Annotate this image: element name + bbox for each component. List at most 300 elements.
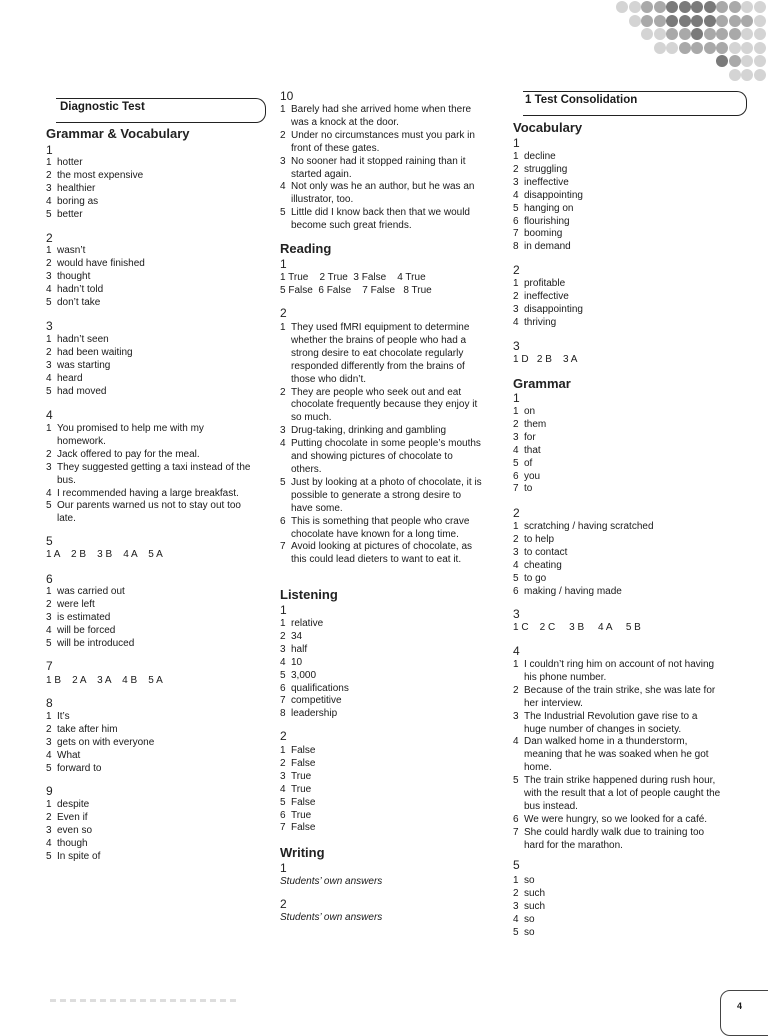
list-item: [513, 419, 753, 432]
list-item-text: relative: [291, 618, 324, 629]
list-item-number: 4: [513, 913, 519, 925]
list-item: [513, 164, 753, 177]
list-item-number: 6: [513, 470, 519, 482]
list-item-text: False: [291, 745, 316, 756]
list-item-number: 1: [513, 406, 519, 417]
reading-heading: Reading: [280, 241, 332, 256]
decorative-dot: [679, 15, 691, 27]
group-8-list: [46, 711, 276, 776]
list-item: [46, 851, 276, 864]
list-item-text: would have finished: [57, 257, 145, 269]
list-item-number: 5: [46, 208, 52, 220]
vocab-3-number: 3: [513, 339, 520, 353]
list-item: [513, 458, 753, 471]
list-item: [280, 322, 485, 387]
list-item-number: 4: [280, 438, 286, 450]
list-item-text: Avoid looking at pictures of chocolate, as this could lead dieters to want to eat it.: [291, 541, 473, 566]
decorative-dot: [729, 69, 741, 81]
list-item: [46, 838, 276, 851]
decorative-dot: [716, 15, 728, 27]
list-item-text: was starting: [57, 359, 111, 371]
list-item-text: Even if: [57, 811, 88, 823]
list-item: [280, 745, 500, 758]
list-item-number: 6: [513, 813, 519, 825]
list-item: [513, 177, 753, 190]
list-item-text: boring as: [57, 195, 99, 207]
list-item-text: qualifications: [291, 682, 349, 694]
group-6-number: 6: [46, 572, 53, 586]
list-item: [513, 521, 753, 534]
decorative-dot: [741, 1, 753, 13]
list-item-text: The Industrial Revolution gave rise to a huge number of changes in society.: [524, 710, 698, 735]
list-item: [46, 462, 254, 488]
list-item-text: I recommended having a large breakfast.: [57, 487, 239, 499]
group-7-number: 7: [46, 659, 53, 673]
list-item: [280, 156, 485, 182]
list-item-number: 4: [46, 195, 52, 207]
decorative-dot: [716, 28, 728, 40]
list-item-number: 5: [280, 476, 286, 488]
decorative-dot: [754, 1, 766, 13]
list-item-number: 5: [46, 500, 52, 512]
group-10-number: 10: [280, 89, 294, 103]
list-item-text: You promised to help me with my homework.: [57, 423, 204, 447]
listening-heading: Listening: [280, 587, 338, 602]
list-item: [513, 547, 753, 560]
list-item: [46, 638, 276, 651]
decorative-dot: [691, 28, 703, 40]
decorative-dot: [729, 15, 741, 27]
list-item: [513, 711, 721, 737]
list-item-text: don’t take: [57, 296, 101, 308]
list-item-text: Not only was he an author, but he was an illustrator, too.: [291, 181, 475, 206]
list-item-text: on: [524, 406, 536, 417]
list-item: [513, 317, 753, 330]
list-item: [46, 209, 276, 222]
list-item-text: competitive: [291, 695, 342, 707]
list-item: [513, 827, 721, 853]
list-item-number: 2: [46, 257, 52, 269]
list-item-number: 4: [46, 372, 52, 384]
list-item: [513, 685, 721, 711]
vocab-1-number: 1: [513, 136, 520, 150]
list-item-number: 3: [280, 770, 286, 782]
list-item: [280, 683, 500, 696]
decorative-dot: [641, 1, 653, 13]
list-item-text: True: [291, 783, 312, 795]
list-item-text: She could hardly walk due to training too hard for the marathon.: [524, 826, 705, 851]
list-item-text: thought: [57, 270, 91, 282]
list-item-text: had been waiting: [57, 346, 133, 358]
list-item-text: They suggested getting a taxi instead of the bus.: [57, 461, 251, 486]
list-item-number: 1: [46, 245, 52, 256]
list-item: [513, 432, 753, 445]
list-item-number: 3: [513, 431, 519, 443]
list-item-text: 3,000: [291, 669, 317, 681]
list-item: [46, 825, 276, 838]
list-item: [46, 625, 276, 638]
group-2-number: 2: [46, 231, 53, 245]
list-item-text: 10: [291, 656, 303, 668]
list-item-number: 4: [513, 444, 519, 456]
group-4-number: 4: [46, 408, 53, 422]
list-item-number: 5: [46, 762, 52, 774]
list-item: [280, 130, 485, 156]
decorative-dot: [716, 42, 728, 54]
reading-2-list: [280, 322, 485, 567]
list-item-text: such: [524, 900, 546, 912]
list-item-text: better: [57, 208, 83, 220]
list-item-text: Drug-taking, drinking and gambling: [291, 425, 447, 437]
list-item: [280, 644, 500, 657]
list-item: [513, 586, 753, 599]
list-item-number: 1: [280, 618, 286, 629]
list-item-number: 4: [46, 283, 52, 295]
group-6-list: [46, 586, 276, 651]
list-item-number: 1: [513, 659, 519, 670]
list-item-number: 3: [46, 270, 52, 282]
list-item: [280, 631, 500, 644]
decorative-dot: [666, 15, 678, 27]
list-item: [280, 181, 485, 207]
decorative-dot: [629, 1, 641, 13]
list-item: [46, 500, 254, 526]
list-item-number: 3: [513, 303, 519, 315]
list-item-number: 2: [513, 887, 519, 899]
reading-1-row-2: 5 False 6 False 7 False 8 True: [280, 285, 432, 296]
decorative-dot: [729, 1, 741, 13]
list-item-text: We were hungry, so we looked for a café.: [524, 813, 708, 825]
vocabulary-heading: Vocabulary: [513, 120, 583, 135]
list-item-text: True: [291, 809, 312, 821]
list-item-text: of: [524, 457, 533, 469]
list-item-number: 1: [46, 711, 52, 722]
list-item-number: 6: [280, 515, 286, 527]
list-item-text: forward to: [57, 762, 102, 774]
list-item-text: ineffective: [524, 176, 569, 188]
list-item-number: 2: [280, 386, 286, 398]
list-item-number: 1: [280, 745, 286, 756]
list-item-number: 2: [280, 630, 286, 642]
list-item: [46, 373, 276, 386]
list-item-text: though: [57, 837, 88, 849]
decorative-dot: [704, 1, 716, 13]
list-item-text: thriving: [524, 316, 557, 328]
list-item: [46, 386, 276, 399]
list-item: [46, 334, 276, 347]
list-item-text: you: [524, 470, 541, 482]
list-item-number: 6: [513, 215, 519, 227]
list-item: [46, 812, 276, 825]
list-item-text: leadership: [291, 708, 338, 720]
list-item-text: that: [524, 444, 541, 456]
list-item: [46, 799, 276, 812]
list-item: [513, 241, 753, 254]
list-item-text: This is something that people who crave chocolate have known for a long time.: [291, 515, 470, 540]
list-item-text: so: [524, 875, 535, 886]
list-item-text: despite: [57, 799, 90, 810]
list-item: [280, 541, 485, 567]
list-item-number: 5: [513, 572, 519, 584]
grammar-4-number: 4: [513, 644, 520, 658]
list-item-number: 2: [513, 684, 519, 696]
decorative-dot: [654, 28, 666, 40]
list-item-number: 8: [513, 241, 519, 253]
writing-heading: Writing: [280, 845, 325, 860]
list-item: [46, 258, 276, 271]
list-item: [513, 483, 753, 496]
grammar-1-list: [513, 406, 753, 496]
list-item-text: to go: [524, 572, 547, 584]
list-item-number: 4: [513, 189, 519, 201]
group-8-number: 8: [46, 696, 53, 710]
list-item: [513, 659, 721, 685]
reading-1-number: 1: [280, 257, 287, 271]
list-item-number: 7: [280, 695, 286, 707]
list-item: [513, 534, 753, 547]
grammar-5-number: 5: [513, 858, 520, 872]
list-item: [280, 771, 500, 784]
list-item: [513, 927, 753, 940]
list-item: [46, 612, 276, 625]
list-item: [513, 888, 753, 901]
list-item-number: 1: [46, 423, 52, 434]
list-item-text: In spite of: [57, 850, 101, 862]
list-item-number: 2: [46, 169, 52, 181]
listening-2-number: 2: [280, 729, 287, 743]
list-item-text: such: [524, 887, 546, 899]
list-item-text: struggling: [524, 163, 568, 175]
list-item-number: 3: [46, 359, 52, 371]
list-item: [513, 190, 753, 203]
decorative-dot: [741, 28, 753, 40]
list-item-text: take after him: [57, 723, 118, 735]
decorative-dot: [691, 15, 703, 27]
list-item: [46, 423, 254, 449]
diagnostic-test-title: Diagnostic Test: [56, 98, 266, 123]
decorative-dot: [741, 15, 753, 27]
list-item-text: False: [291, 796, 316, 808]
list-item-text: hanging on: [524, 202, 574, 214]
group-4-list: [46, 423, 254, 526]
list-item-number: 2: [513, 418, 519, 430]
list-item-text: in demand: [524, 241, 571, 253]
decorative-dot: [704, 42, 716, 54]
grammar-3-answers: 1 C 2 C 3 B 4 A 5 B: [513, 622, 641, 633]
list-item-number: 3: [46, 824, 52, 836]
decorative-dot: [641, 28, 653, 40]
list-item-number: 1: [46, 334, 52, 345]
list-item-number: 1: [513, 875, 519, 886]
decorative-dot: [729, 28, 741, 40]
list-item-number: 5: [513, 775, 519, 787]
vocab-2-list: [513, 278, 753, 330]
list-item: [513, 573, 753, 586]
list-item-number: 4: [513, 316, 519, 328]
list-item: [280, 207, 485, 233]
list-item-text: flourishing: [524, 215, 570, 227]
grammar-3-number: 3: [513, 607, 520, 621]
group-3-list: [46, 334, 276, 399]
list-item-number: 5: [513, 926, 519, 938]
grammar-5-list: [513, 875, 753, 940]
list-item: [280, 477, 485, 516]
list-item-number: 2: [46, 723, 52, 735]
list-item-text: is estimated: [57, 611, 111, 623]
list-item-text: What: [57, 749, 81, 761]
list-item-number: 1: [46, 586, 52, 597]
list-item-text: to contact: [524, 546, 568, 558]
list-item: [46, 297, 276, 310]
list-item-number: 7: [513, 228, 519, 240]
listening-1-list: [280, 618, 500, 721]
list-item-text: making / having made: [524, 585, 622, 597]
list-item: [46, 763, 276, 776]
list-item: [46, 284, 276, 297]
list-item-number: 5: [513, 202, 519, 214]
list-item: [46, 599, 276, 612]
list-item-text: so: [524, 913, 535, 925]
decorative-dot: [754, 28, 766, 40]
list-item-text: Little did I know back then that we would become such great friends.: [291, 207, 470, 232]
list-item-text: Because of the train strike, she was late for her interview.: [524, 684, 716, 709]
list-item: [280, 657, 500, 670]
writing-2-answer: Students’ own answers: [280, 912, 383, 923]
list-item-number: 3: [46, 611, 52, 623]
list-item: [513, 814, 721, 827]
list-item: [513, 406, 753, 419]
decorative-dot: [616, 1, 628, 13]
list-item: [280, 387, 485, 426]
list-item-number: 6: [513, 585, 519, 597]
list-item-number: 2: [513, 290, 519, 302]
list-item: [46, 170, 276, 183]
list-item-number: 4: [280, 783, 286, 795]
decorative-dot: [704, 28, 716, 40]
list-item-text: Our parents warned us not to stay out too late.: [57, 500, 241, 525]
list-item-text: hadn’t seen: [57, 334, 109, 345]
list-item: [513, 736, 721, 775]
decorative-dot: [754, 69, 766, 81]
reading-1-row-1: 1 True 2 True 3 False 4 True: [280, 272, 426, 283]
decorative-dot: [729, 42, 741, 54]
list-item-text: Putting chocolate in some people’s mouths and showing pictures of chocolate to others.: [291, 438, 481, 475]
grammar-1-number: 1: [513, 391, 520, 405]
list-item-number: 3: [513, 176, 519, 188]
writing-2-number: 2: [280, 897, 287, 911]
list-item-text: It’s: [57, 711, 70, 722]
list-item-text: Dan walked home in a thunderstorm, meaning that he was soaked when he got home.: [524, 736, 709, 774]
decorative-dot: [754, 55, 766, 67]
test-consolidation-title: 1 Test Consolidation: [523, 91, 747, 116]
decorative-dot: [654, 42, 666, 54]
decorative-dot: [691, 42, 703, 54]
list-item-text: True: [291, 770, 312, 782]
list-item-text: will be forced: [57, 624, 116, 636]
list-item-text: so: [524, 926, 535, 938]
list-item-text: them: [524, 418, 547, 430]
list-item-text: False: [291, 822, 316, 834]
list-item-number: 4: [513, 559, 519, 571]
decorative-dot: [691, 1, 703, 13]
list-item-number: 8: [280, 708, 286, 720]
list-item: [46, 737, 276, 750]
list-item: [513, 278, 753, 291]
list-item: [513, 304, 753, 317]
decorative-dot: [679, 28, 691, 40]
decorative-dot: [729, 55, 741, 67]
list-item-text: scratching / having scratched: [524, 521, 654, 532]
list-item-text: Just by looking at a photo of chocolate, it is possible to generate a strong desire to have some.: [291, 476, 482, 514]
list-item-text: to help: [524, 533, 555, 545]
group-9-list: [46, 799, 276, 864]
list-item-text: False: [291, 757, 316, 769]
decorative-dot: [641, 15, 653, 27]
list-item-text: They are people who seek out and eat chocolate frequently because they enjoy it so much.: [291, 386, 478, 424]
list-item: [46, 271, 276, 284]
decorative-dot: [666, 42, 678, 54]
list-item-number: 1: [513, 278, 519, 289]
list-item: [46, 183, 276, 196]
list-item-text: cheating: [524, 559, 562, 571]
grammar-heading: Grammar: [513, 376, 571, 391]
vocab-2-number: 2: [513, 263, 520, 277]
list-item-text: disappointing: [524, 189, 583, 201]
faint-footer-text: [50, 999, 240, 1002]
list-item-text: healthier: [57, 182, 96, 194]
list-item-number: 4: [46, 749, 52, 761]
list-item-number: 3: [513, 900, 519, 912]
group-10-list: [280, 104, 485, 233]
list-item: [513, 914, 753, 927]
list-item-text: will be introduced: [57, 637, 135, 649]
list-item-text: Jack offered to pay for the meal.: [57, 448, 200, 460]
group-7-answers: 1 B 2 A 3 A 4 B 5 A: [46, 675, 163, 686]
list-item: [513, 291, 753, 304]
list-item: [280, 438, 485, 477]
list-item-number: 5: [280, 796, 286, 808]
list-item: [513, 216, 753, 229]
list-item: [280, 695, 500, 708]
list-item: [513, 228, 753, 241]
list-item: [513, 445, 753, 458]
list-item-number: 1: [513, 521, 519, 532]
group-3-number: 3: [46, 319, 53, 333]
list-item-number: 6: [280, 809, 286, 821]
list-item: [46, 196, 276, 209]
list-item: [280, 822, 500, 835]
list-item-number: 2: [513, 533, 519, 545]
list-item: [46, 750, 276, 763]
list-item-number: 2: [46, 346, 52, 358]
list-item: [280, 104, 485, 130]
list-item: [280, 810, 500, 823]
decorative-dot: [741, 55, 753, 67]
list-item-number: 5: [280, 207, 286, 219]
decorative-dot: [666, 1, 678, 13]
list-item-number: 1: [513, 151, 519, 162]
list-item-number: 3: [280, 425, 286, 437]
list-item-text: hadn’t told: [57, 283, 104, 295]
list-item-text: had moved: [57, 385, 107, 397]
list-item: [46, 488, 254, 501]
decorative-dot: [754, 15, 766, 27]
list-item-text: was carried out: [57, 586, 125, 597]
list-item-number: 1: [280, 322, 286, 333]
reading-2-number: 2: [280, 306, 287, 320]
list-item: [46, 711, 276, 724]
list-item-number: 5: [513, 457, 519, 469]
